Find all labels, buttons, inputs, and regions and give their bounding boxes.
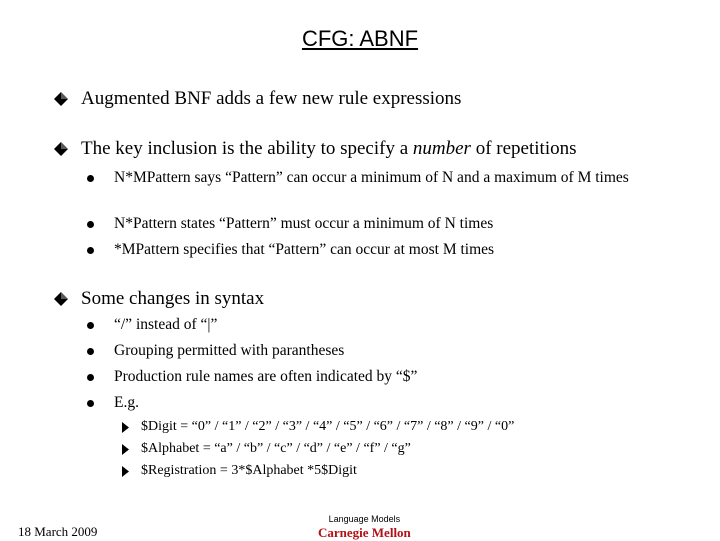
bullet-3-text: Some changes in syntax [81,288,265,309]
syntax-point-4: E.g. [87,393,667,413]
dot-bullet-icon [87,322,94,329]
diamond-bullet-icon [54,292,68,306]
dot-bullet-icon [87,247,94,254]
footer-branding [318,514,411,541]
syntax-point-3: Production rule names are often indicated by “$” [87,367,667,387]
emphasis-number: number [412,138,471,159]
dot-bullet-icon [87,175,94,182]
footer-label: Language Models [328,514,401,524]
bullet-2-text: The key inclusion is the ability to specify a number of repetitions [81,138,577,159]
diamond-bullet-icon [54,92,68,106]
repetition-point-2: N*Pattern states “Pattern” must occur a minimum of N times [87,214,667,234]
syntax-point-2: Grouping permitted with parantheses [87,341,667,361]
bullet-1-text: Augmented BNF adds a few new rule expressions [81,88,462,109]
footer-date: 18 March 2009 [18,524,98,539]
university-logo: Carnegie Mellon [318,525,411,540]
dot-bullet-icon [87,400,94,407]
dot-bullet-icon [87,374,94,381]
repetition-point-3: *MPattern specifies that “Pattern” can occur at most M times [87,240,667,260]
syntax-point-1: “/” instead of “|” [87,315,667,335]
dot-bullet-icon [87,221,94,228]
arrow-bullet-icon [121,444,130,455]
arrow-bullet-icon [121,422,130,433]
dot-bullet-icon [87,348,94,355]
diamond-bullet-icon [54,142,68,156]
arrow-bullet-icon [121,466,130,477]
repetition-point-1: N*MPattern says “Pattern” can occur a minimum of N and a maximum of M times [87,168,667,188]
slide-title: CFG: ABNF [301,26,419,51]
